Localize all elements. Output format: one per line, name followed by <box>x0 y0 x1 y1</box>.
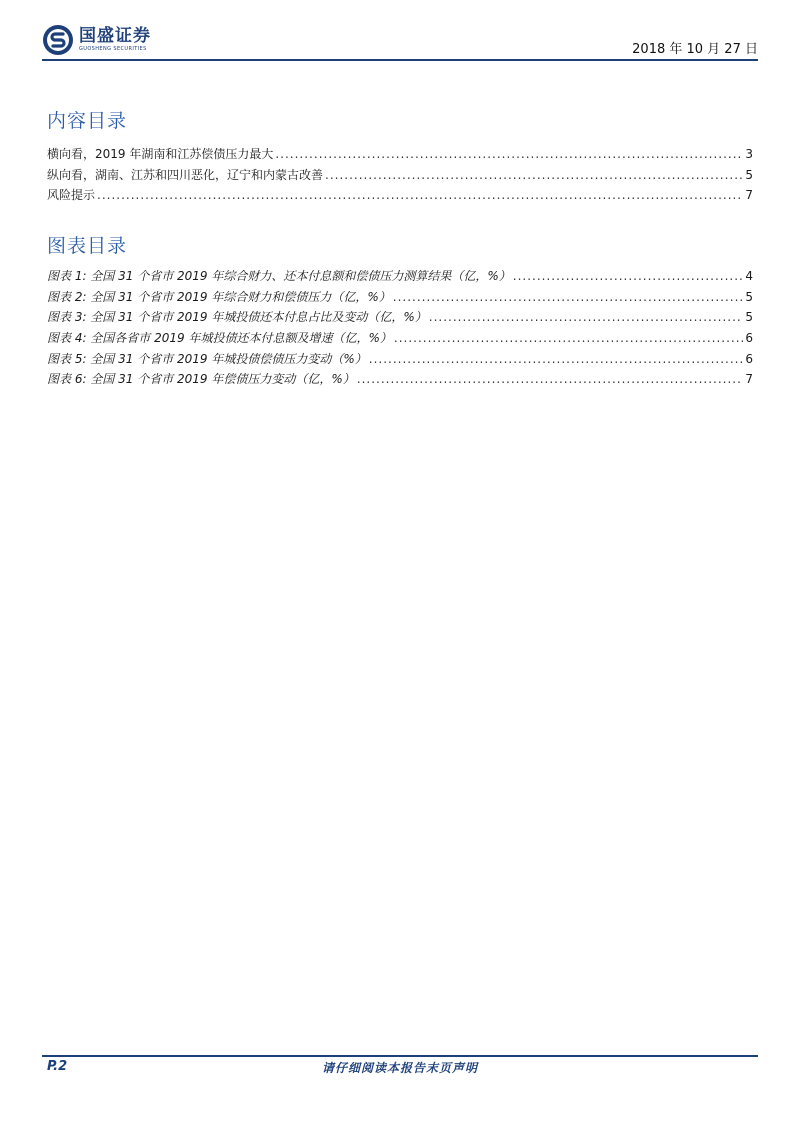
header-divider <box>42 59 758 61</box>
footer-disclaimer: 请仔细阅读本报告末页声明 <box>321 1061 478 1075</box>
toc-leader-dots <box>393 290 744 304</box>
toc-entry[interactable] <box>47 166 753 187</box>
toc-leader-dots <box>513 269 744 283</box>
toc-entry[interactable] <box>47 186 753 207</box>
figure-entry-label: 图表 5: 全国 31 个省市 2019 年城投债偿债压力变动（%） <box>47 351 367 366</box>
figure-entry-page: 5 <box>745 289 753 304</box>
figure-entry-page: 7 <box>745 372 753 387</box>
toc-leader-dots <box>325 168 743 182</box>
contents-list <box>47 145 753 207</box>
figure-entry[interactable] <box>47 288 753 309</box>
figure-entry-page: 6 <box>745 331 753 346</box>
figure-entry-label: 图表 2: 全国 31 个省市 2019 年综合财力和偿债压力（亿，%） <box>47 289 391 304</box>
guosheng-logo-icon <box>42 24 74 56</box>
figures-title: 图表目录 <box>47 235 128 257</box>
toc-entry-page: 7 <box>745 188 753 203</box>
page-number: P.2 <box>47 1059 68 1074</box>
toc-leader-dots <box>429 310 744 324</box>
report-date: 2018 年 10 月 27 日 <box>632 42 758 57</box>
toc-entry-label: 纵向看，湖南、江苏和四川恶化，辽宁和内蒙古改善 <box>47 167 324 182</box>
figure-entry-page: 6 <box>745 351 753 366</box>
figure-entry-label: 图表 4: 全国各省市 2019 年城投债还本付息额及增速（亿，%） <box>47 331 392 346</box>
figure-entry[interactable] <box>47 370 753 391</box>
toc-leader-dots <box>394 331 743 345</box>
figure-entry-page: 4 <box>745 269 753 283</box>
footer-divider <box>42 1055 758 1057</box>
toc-entry-label: 风险提示 <box>47 188 96 203</box>
toc-leader-dots <box>275 147 743 161</box>
toc-entry[interactable] <box>47 145 753 166</box>
company-logo <box>42 24 151 56</box>
figure-entry-label: 图表 3: 全国 31 个省市 2019 年城投债还本付息占比及变动（亿，%） <box>47 310 427 325</box>
logo-english-name: GUOSHENG SECURITIES <box>79 46 147 52</box>
figure-entry-page: 5 <box>745 310 753 325</box>
figures-list <box>47 267 753 391</box>
toc-leader-dots <box>357 372 744 386</box>
page-header <box>42 22 758 60</box>
logo-chinese-name: 国盛证券 <box>79 26 151 46</box>
figure-entry[interactable] <box>47 329 753 350</box>
toc-leader-dots <box>369 352 744 366</box>
toc-entry-page: 3 <box>745 147 753 161</box>
figure-entry[interactable] <box>47 267 753 288</box>
toc-leader-dots <box>97 188 743 202</box>
figure-entry-label: 图表 6: 全国 31 个省市 2019 年偿债压力变动（亿，%） <box>47 372 355 387</box>
figure-entry[interactable] <box>47 308 753 329</box>
contents-title: 内容目录 <box>47 110 128 132</box>
toc-entry-page: 5 <box>745 167 753 182</box>
figure-entry-label: 图表 1: 全国 31 个省市 2019 年综合财力、还本付息额和偿债压力测算结果（亿，%） <box>47 269 511 283</box>
toc-entry-label: 横向看，2019 年湖南和江苏偿债压力最大 <box>47 147 274 161</box>
figure-entry[interactable] <box>47 350 753 371</box>
